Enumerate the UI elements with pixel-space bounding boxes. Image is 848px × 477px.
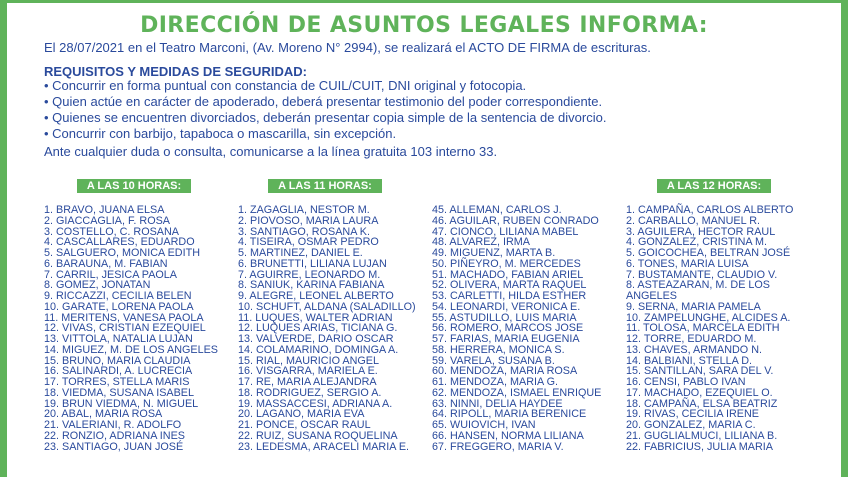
contact-note: Ante cualquier duda o consulta, comunicarse a la línea gratuita 103 interno 33.: [44, 144, 498, 159]
list-item: 3. SANTIAGO, ROSANA K.: [238, 225, 370, 238]
requirement-item: • Concurrir en forma puntual con constancia de CUIL/CUIT, DNI original y fotocopia.: [44, 78, 527, 93]
list-item: 13. VITTOLA, NATALIA LUJAN: [44, 333, 193, 345]
list-item: 14. BALBIANI, STELLA D.: [626, 354, 753, 367]
list-item: 6. BARAUNA, M. FABIAN: [44, 257, 168, 270]
list-item: 52. OLIVERA, MARTA RAQUEL: [432, 279, 587, 292]
list-11-hours-b: [432, 205, 601, 452]
list-item: 67. FREGGERO, MARIA V.: [432, 440, 564, 453]
list-item: 11. LUQUES, WALTER ADRIAN: [238, 311, 393, 324]
list-item: 22. FABRICIUS, JULIA MARIA: [626, 440, 774, 453]
list-item: 15. RIAL, MAURICIO ANGEL: [238, 354, 380, 367]
list-item: 7. BUSTAMANTE, CLAUDIO V.: [626, 268, 778, 281]
list-item: 53. CARLETTI, HILDA ESTHER: [432, 290, 587, 302]
list-item: 18. CAMPAÑA, ELSA BEATRIZ: [626, 397, 778, 410]
list-item: 2. CARBALLO, MANUEL R.: [626, 214, 761, 227]
list-item: 63. NINNI, DELIA HAYDEE: [432, 397, 563, 410]
list-item: 54. LEONARDI, VERONICA E.: [432, 300, 581, 313]
list-item: 20. GONZALEZ, MARIA C.: [626, 419, 756, 431]
list-item: 18. RODRIGUEZ, SERGIO A.: [238, 386, 382, 399]
list-item: 19. MASSACCESI, ADRIANA A.: [238, 397, 393, 410]
list-item: 47. CIONCO, LILIANA MABEL: [432, 225, 579, 238]
list-item: 13. VALVERDE, DARIO OSCAR: [238, 333, 394, 345]
list-item: 9. ALEGRE, LEONEL ALBERTO: [238, 290, 394, 302]
list-item: 2. GIACCAGLIA, F. ROSA: [44, 214, 170, 227]
list-item: 14. COLAMARINO, DOMINGA A.: [238, 343, 399, 356]
list-item: 1. CAMPAÑA, CARLOS ALBERTO: [626, 204, 794, 216]
list-item: 23. LEDESMA, ARACELI MARIA E.: [238, 440, 410, 453]
list-item: 55. ASTUDILLO, LUIS MARIA: [432, 311, 577, 324]
list-item: 3. COSTELLO, C. ROSANA: [44, 225, 179, 238]
list-item: 6. BRUNETTI, LILIANA LUJAN: [238, 257, 387, 270]
list-item: 45. ALLEMAN, CARLOS J.: [432, 204, 562, 216]
list-item: 5. MARTINEZ, DANIEL E.: [238, 247, 363, 259]
list-item: 1. BRAVO, JUANA ELSA: [44, 204, 165, 216]
list-item: 4. CASCALLARES, EDUARDO: [44, 236, 195, 249]
list-item: 48. ALVAREZ, IRMA: [432, 236, 531, 249]
list-item: 13. CHAVES, ARMANDO N.: [626, 343, 762, 356]
requirement-item: • Concurrir con barbijo, tapaboca o mascarilla, sin excepción.: [44, 126, 397, 141]
list-item: 17. TORRES, STELLA MARIS: [44, 376, 190, 388]
list-item: 11. MERITENS, VANESA PAOLA: [44, 311, 204, 324]
list-item: 4. TISEIRA, OSMAR PEDRO: [238, 236, 379, 249]
list-item: 20. ABAL, MARIA ROSA: [44, 408, 163, 421]
list-item: 19. BRUN VIEDMA, N. MIGUEL: [44, 397, 199, 410]
list-item: 50. PIÑEYRO, M. MERCEDES: [432, 257, 581, 270]
list-item: 8. ASTEAZARAN, M. DE LOS: [626, 279, 770, 292]
requirement-item: • Quienes se encuentren divorciados, deberán presentar copia simple de la sentencia de divorcio.: [44, 110, 607, 125]
list-item: 22. RUIZ, SUSANA ROQUELINA: [238, 429, 398, 442]
list-item: 8. GOMEZ, JONATAN: [44, 279, 151, 292]
list-item: 59. VARELA, SUSANA B.: [432, 354, 555, 367]
list-item: 49. MIGUENZ, MARTA B.: [432, 247, 556, 259]
list-item: 21. PONCE, OSCAR RAUL: [238, 419, 371, 431]
header-12-hours: A LAS 12 HORAS:: [657, 179, 771, 193]
list-11-hours-a: [238, 205, 416, 452]
list-item: 57. FARIAS, MARIA EUGENIA: [432, 333, 580, 345]
list-item: 4. GONZALEZ, CRISTINA M.: [626, 236, 767, 249]
list-item: 10. SCHUFT, ALDANA (SALADILLO): [238, 300, 416, 313]
list-item: 16. VISGARRA, MARIELA E.: [238, 365, 378, 378]
header-10-hours: A LAS 10 HORAS:: [77, 179, 191, 193]
list-item: 60. MENDOZA, MARIA ROSA: [432, 365, 578, 378]
list-item: 2. PIOVOSO, MARIA LAURA: [238, 214, 379, 227]
list-item: 15. BRUNO, MARIA CLAUDIA: [44, 354, 191, 367]
list-item: 16. CENSI, PABLO IVAN: [626, 376, 746, 388]
list-item: 46. AGUILAR, RUBEN CONRADO: [432, 214, 599, 227]
list-item: 3. AGUILERA, HECTOR RAUL: [626, 225, 776, 238]
list-item: 61. MENDOZA, MARIA G.: [432, 376, 558, 388]
list-item: 11. TOLOSA, MARCELA EDITH: [626, 322, 780, 335]
list-item: 7. AGUIRRE, LEONARDO M.: [238, 268, 381, 281]
page-title: DIRECCIÓN DE ASUNTOS LEGALES INFORMA:: [140, 13, 708, 38]
list-item: 6. TONES, MARIA LUISA: [626, 257, 749, 270]
list-item: 64. RIPOLL, MARIA BERENICE: [432, 408, 587, 421]
list-item: 21. GUGLIALMUCI, LILIANA B.: [626, 429, 778, 442]
requirement-item: • Quien actúe en carácter de apoderado, deberá presentar testimonio del poder correspondiente.: [44, 94, 603, 109]
top-border: [0, 0, 848, 3]
list-item: 10. ZAMPELUNGHE, ALCIDES A.: [626, 311, 791, 324]
list-item: 66. HANSEN, NORMA LILIANA: [432, 429, 584, 442]
list-item: 16. SALINARDI, A. LUCRECIA: [44, 365, 193, 378]
intro-text: El 28/07/2021 en el Teatro Marconi, (Av. Moreno N° 2994), se realizará el ACTO DE FIRMA de escrituras.: [44, 40, 651, 55]
list-item: 12. VIVAS, CRISTIAN EZEQUIEL: [44, 322, 206, 335]
list-item: 12. LUQUES ARIAS, TICIANA G.: [238, 322, 398, 335]
list-item: 1. ZAGAGLIA, NESTOR M.: [238, 204, 370, 216]
list-10-hours: [44, 205, 218, 452]
list-item: 10. GARATE, LORENA PAOLA: [44, 300, 194, 313]
list-item: 58. HERRERA, MONICA S.: [432, 343, 565, 356]
list-item: 9. RICCAZZI, CECILIA BELEN: [44, 290, 192, 302]
header-11-hours: A LAS 11 HORAS:: [268, 179, 382, 193]
list-item: 51. MACHADO, FABIAN ARIEL: [432, 268, 584, 281]
requirements-title: REQUISITOS Y MEDIDAS DE SEGURIDAD:: [44, 64, 307, 79]
list-item: 5. GOICOCHEA, BELTRAN JOSÉ: [626, 247, 791, 259]
list-item: 62. MENDOZA, ISMAEL ENRIQUE: [432, 386, 602, 399]
list-item: ANGELES: [626, 290, 678, 302]
list-item: 22. RONZIO, ADRIANA INES: [44, 429, 185, 442]
list-item: 12. TORRE, EDUARDO M.: [626, 333, 757, 345]
list-item: 17. MACHADO, EZEQUIEL O.: [626, 386, 773, 399]
list-item: 14. MIGUEZ, M. DE LOS ANGELES: [44, 343, 218, 356]
left-border: [0, 0, 7, 477]
list-item: 18. VIEDMA, SUSANA ISABEL: [44, 386, 195, 399]
list-12-hours: [626, 205, 793, 452]
list-item: 5. SALGUERO, MONICA EDITH: [44, 247, 200, 259]
list-item: 15. SANTILLAN, SARA DEL V.: [626, 365, 774, 378]
list-item: 21. VALERIANI, R. ADOLFO: [44, 419, 182, 431]
list-item: 7. CARRIL, JESICA PAOLA: [44, 268, 178, 281]
list-item: 19. RIVAS, CECILIA IRENE: [626, 408, 760, 421]
list-item: 17. RE, MARIA ALEJANDRA: [238, 376, 377, 388]
list-item: 20. LAGANO, MARIA EVA: [238, 408, 365, 421]
requirements-section: [44, 66, 834, 162]
right-border: [841, 0, 848, 477]
list-item: 23. SANTIAGO, JUAN JOSÉ: [44, 440, 184, 453]
list-item: 65. WUIOVICH, IVAN: [432, 419, 536, 431]
list-item: 8. SANIUK, KARINA FABIANA: [238, 279, 385, 292]
list-item: 9. SERNA, MARIA PAMELA: [626, 300, 761, 313]
list-item: 56. ROMERO, MARCOS JOSE: [432, 322, 584, 335]
